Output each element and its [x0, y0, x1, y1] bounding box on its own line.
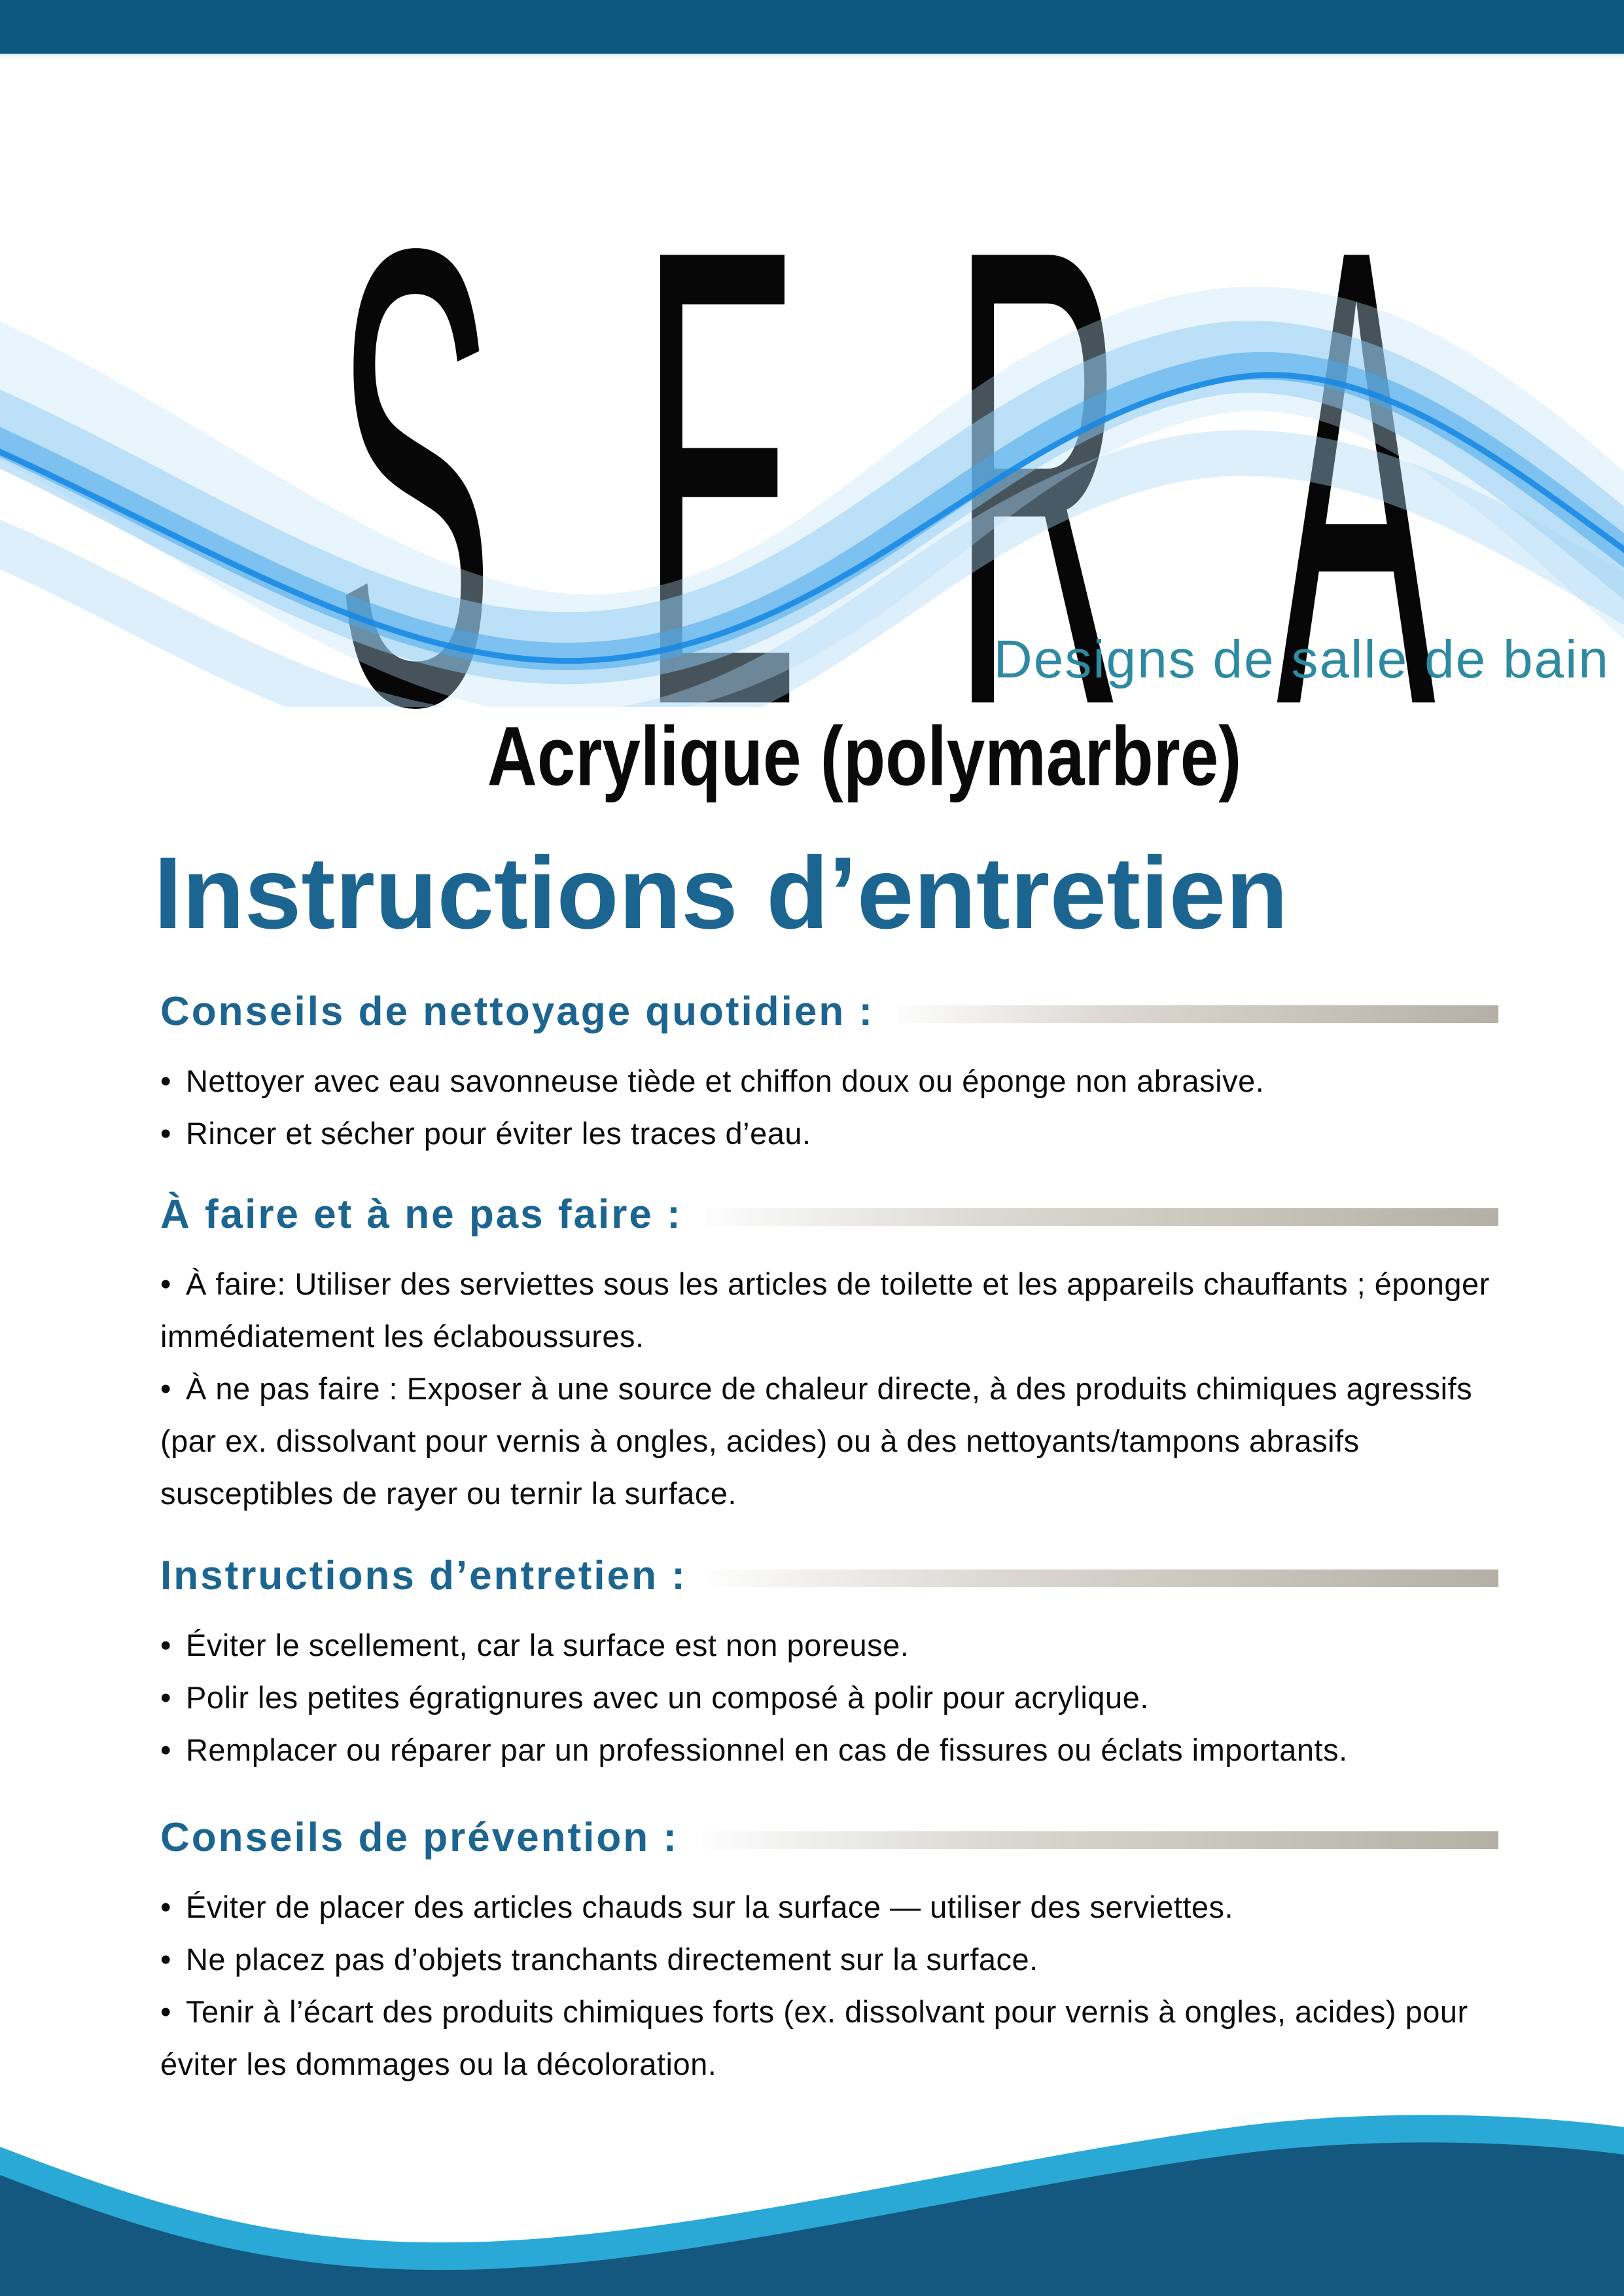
- bullet-list: [160, 1881, 1495, 2090]
- logo-letter-r: R: [952, 114, 1125, 841]
- logo-letter-s: S: [335, 114, 494, 841]
- heading-underline-bar: [711, 1570, 1498, 1587]
- logo-letter-a: A: [1277, 114, 1436, 841]
- section-heading-row: [160, 1551, 1498, 1601]
- material-subtitle-text: Acrylique (polymarbre): [487, 709, 1242, 803]
- section-prevention-tips: [160, 1813, 1498, 2090]
- bullet-item: • Polir les petites égratignures avec un composé à polir pour acrylique.: [160, 1672, 1495, 1724]
- footer-wave-graphic: [0, 2100, 1624, 2296]
- bullet-item: • Nettoyer avec eau savonneuse tiède et chiffon doux ou éponge non abrasive.: [160, 1055, 1495, 1107]
- tagline: Designs de salle de bain: [993, 630, 1610, 689]
- logo-letter-e: E: [640, 114, 800, 841]
- bullet-item: • Rincer et sécher pour éviter les traces d’eau.: [160, 1107, 1495, 1160]
- bullet-item: • Ne placez pas d’objets tranchants directement sur la surface.: [160, 1933, 1495, 1986]
- bullet-item: • À faire: Utiliser des serviettes sous les articles de toilette et les appareils chauffants ; éponger immédiatement les éclaboussures.: [160, 1258, 1495, 1363]
- page-title: Instructions d’entretien: [154, 836, 1288, 950]
- section-care-instructions: [160, 1551, 1498, 1776]
- bullet-item: • Tenir à l’écart des produits chimiques forts (ex. dissolvant pour vernis à ongles, acides) pour éviter les dommages ou la décoloration.: [160, 1986, 1495, 2090]
- section-heading: Conseils de nettoyage quotidien :: [160, 989, 875, 1034]
- section-heading-row: [160, 1813, 1498, 1863]
- bullet-item: • À ne pas faire : Exposer à une source de chaleur directe, à des produits chimiques agressifs (par ex. dissolvant pour vernis à ongles, acides) ou à des nettoyants/tampons abrasifs susceptibles de rayer ou ternir la surface.: [160, 1363, 1495, 1520]
- section-heading: Conseils de prévention :: [160, 1815, 679, 1860]
- heading-underline-bar: [898, 1005, 1498, 1023]
- top-bar: [0, 0, 1624, 54]
- section-heading: Instructions d’entretien :: [160, 1553, 687, 1598]
- bullet-item: • Éviter le scellement, car la surface est non poreuse.: [160, 1619, 1495, 1672]
- section-heading-row: [160, 1190, 1498, 1240]
- bullet-list: [160, 1055, 1495, 1160]
- section-heading-row: [160, 987, 1498, 1037]
- heading-underline-bar: [702, 1831, 1498, 1849]
- bullet-list: [160, 1258, 1495, 1520]
- material-subtitle: [105, 708, 1624, 803]
- bullet-list: [160, 1619, 1495, 1776]
- heading-underline-bar: [706, 1208, 1498, 1226]
- section-heading: À faire et à ne pas faire :: [160, 1192, 682, 1237]
- section-dos-donts: [160, 1190, 1498, 1520]
- top-bar-edge: [0, 54, 1624, 59]
- section-daily-cleaning: [160, 987, 1498, 1160]
- bullet-item: • Remplacer ou réparer par un professionnel en cas de fissures ou éclats importants.: [160, 1724, 1495, 1776]
- bullet-item: • Éviter de placer des articles chauds sur la surface — utiliser des serviettes.: [160, 1881, 1495, 1933]
